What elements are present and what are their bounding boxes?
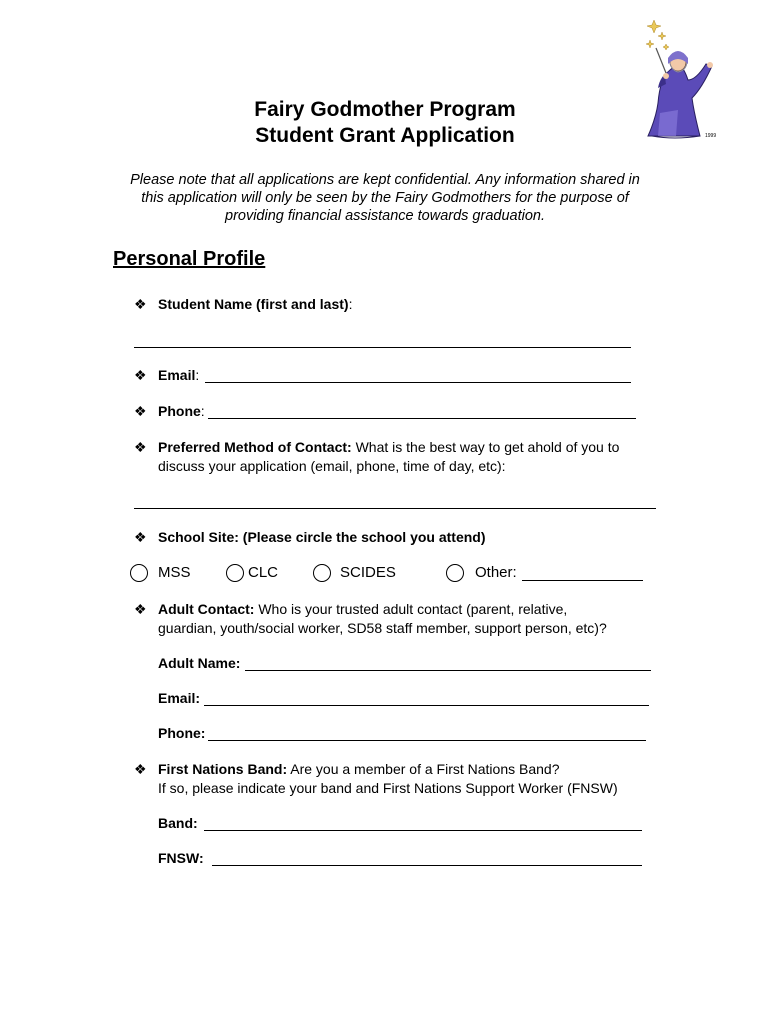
adult-name-label: Adult Name: — [158, 655, 241, 671]
school-option-mss-circle[interactable] — [130, 564, 148, 582]
bullet-icon: ❖ — [134, 296, 147, 312]
school-option-clc: CLC — [248, 564, 279, 581]
adult-email-field[interactable] — [204, 705, 649, 706]
student-name-label: Student Name (first and last): — [158, 296, 353, 312]
intro-line-3: providing financial assistance towards graduation. — [225, 208, 545, 224]
intro-line-2: this application will only be seen by the Fairy Godmothers for the purpose of — [141, 190, 629, 206]
fnsw-field[interactable] — [212, 865, 642, 866]
sparkle-icon — [646, 20, 669, 50]
bullet-icon: ❖ — [134, 761, 147, 777]
section-title: Personal Profile — [113, 248, 266, 270]
image-caption: 1999 — [705, 133, 717, 139]
bullet-icon: ❖ — [134, 367, 147, 383]
school-other-field[interactable] — [522, 580, 643, 581]
phone-label: Phone: — [158, 403, 205, 419]
first-nations-question-line-2: If so, please indicate your band and First Nations Support Worker (FNSW) — [158, 780, 618, 796]
band-field[interactable] — [204, 830, 642, 831]
school-option-other: Other: — [475, 564, 517, 581]
bullet-icon: ❖ — [134, 529, 147, 545]
adult-contact-question: Adult Contact: Who is your trusted adult contact (parent, relative, — [158, 601, 568, 617]
preferred-contact-field[interactable] — [134, 508, 656, 509]
school-site-label: School Site: (Please circle the school you attend) — [158, 529, 486, 545]
preferred-contact-question-line-2: discuss your application (email, phone, time of day, etc): — [158, 458, 506, 474]
adult-name-field[interactable] — [245, 670, 651, 671]
bullet-icon: ❖ — [134, 439, 147, 455]
bullet-icon: ❖ — [134, 403, 147, 419]
title-line-1: Fairy Godmother Program — [254, 98, 516, 121]
school-option-other-circle[interactable] — [446, 564, 464, 582]
bullet-icon: ❖ — [134, 601, 147, 617]
adult-phone-label: Phone: — [158, 725, 206, 741]
band-label: Band: — [158, 815, 198, 831]
intro-line-1: Please note that all applications are kept confidential. Any information shared in — [130, 172, 640, 188]
student-name-field[interactable] — [134, 347, 631, 348]
preferred-contact-question: Preferred Method of Contact: What is the best way to get ahold of you to — [158, 439, 620, 455]
school-option-scides: SCIDES — [340, 564, 396, 581]
email-label: Email: — [158, 367, 200, 383]
school-option-mss: MSS — [158, 564, 191, 581]
first-nations-question: First Nations Band: Are you a member of a First Nations Band? — [158, 761, 560, 777]
email-field[interactable] — [205, 382, 631, 383]
adult-phone-field[interactable] — [208, 740, 646, 741]
title-line-2: Student Grant Application — [255, 124, 515, 147]
phone-field[interactable] — [208, 418, 636, 419]
adult-contact-question-line-2: guardian, youth/social worker, SD58 staff member, support person, etc)? — [158, 620, 607, 636]
school-option-scides-circle[interactable] — [313, 564, 331, 582]
adult-email-label: Email: — [158, 690, 201, 706]
school-option-clc-circle[interactable] — [226, 564, 244, 582]
fnsw-label: FNSW: — [158, 850, 204, 866]
